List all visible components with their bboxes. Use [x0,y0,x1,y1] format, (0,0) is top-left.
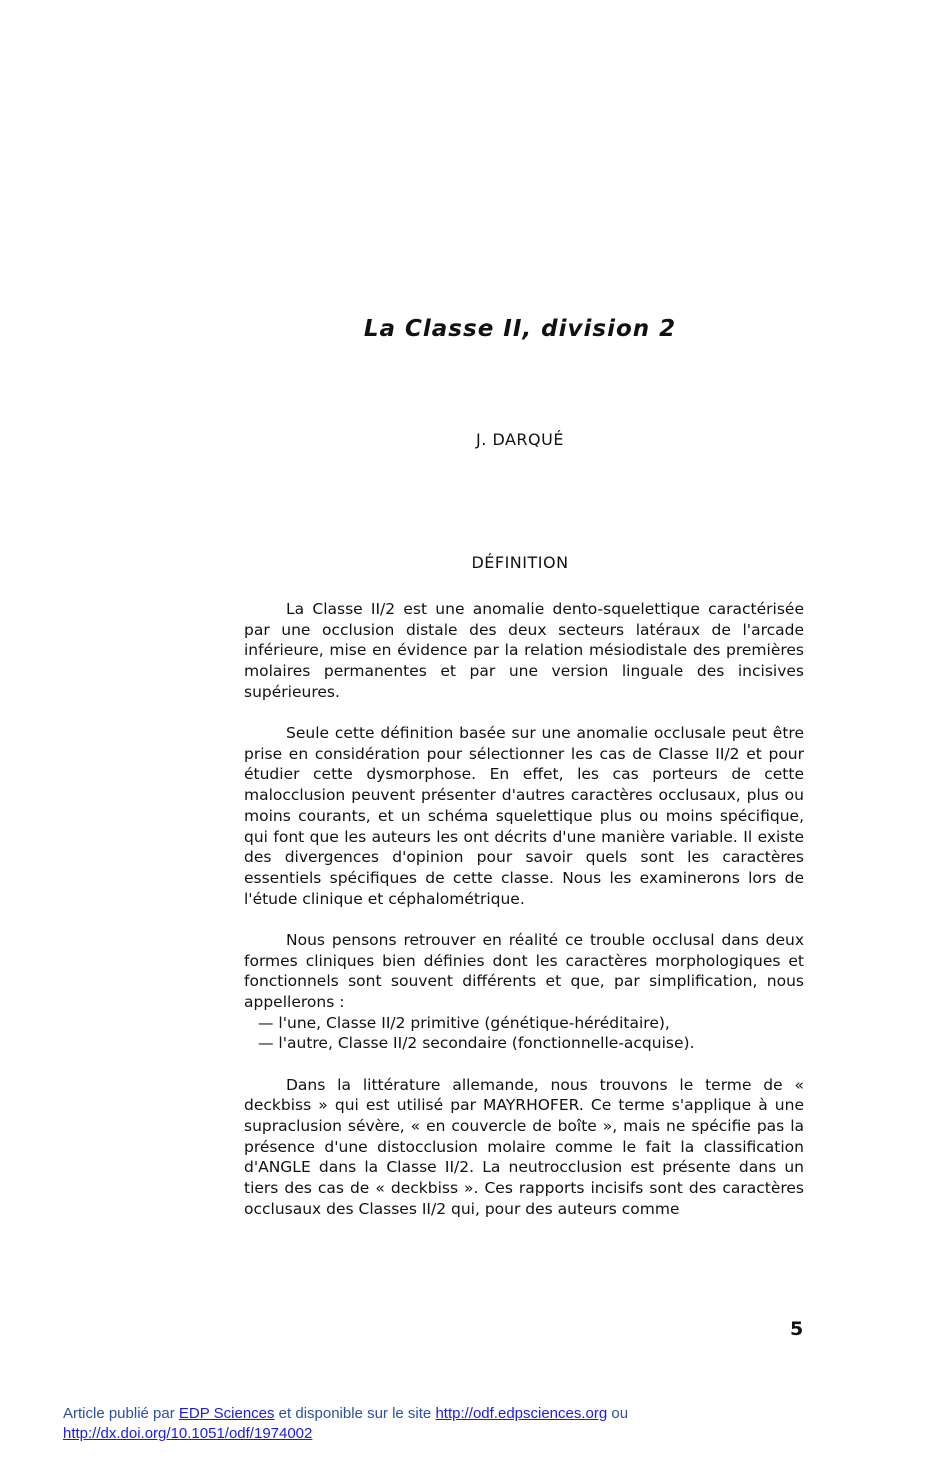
footer-text: et disponible sur le site [274,1405,436,1422]
publication-footer [63,1404,883,1444]
paragraph: Nous pensons retrouver en réalité ce trouble occlusal dans deux formes cliniques bien définies dont les caractères morphologiques et fonctionnels sont souvent différents et que, par simplification, nous appellerons : [244,930,804,1011]
journal-site-link[interactable]: http://odf.edpsciences.org [435,1405,608,1422]
section-heading: DÉFINITION [471,553,569,572]
author-name: J. DARQUÉ [476,430,564,449]
article-title: La Classe II, division 2 [363,316,677,342]
paragraph: Seule cette définition basée sur une anomalie occlusale peut être prise en considération pour sélectionner les cas de Classe II/2 et pour étudier cette dysmorphose. En effet, les cas porteurs de cette malocclusion peuvent présenter d'autres caractères occlusaux, plus ou moins courants, et un schéma squelettique plus ou moins spécifique, qui font que les auteurs les ont décrits d'une manière variable. Il existe des divergences d'opinion pour savoir quels sont les caractères essentiels spécifiques de cette classe. Nous les examinerons lors de l'étude clinique et céphalométrique. [244,724,804,908]
page-number: 5 [790,1318,804,1340]
list-item: — l'autre, Classe II/2 secondaire (fonctionnelle-acquise). [258,1034,695,1053]
list-item: — l'une, Classe II/2 primitive (génétique-héréditaire), [258,1013,670,1032]
article-body [244,599,804,1240]
paragraph: Dans la littérature allemande, nous trouvons le terme de « deckbiss » qui est utilisé par MAYRHOFER. Ce terme s'applique à une supraclusion sévère, « en couvercle de boîte », mais ne spécifie pas la présence d'une distocclusion molaire comme le fait la classification d'ANGLE dans la Classe II/2. La neutrocclusion est présente dans un tiers des cas de « deckbiss ». Ces rapports incisifs sont des caractères occlusaux des Classes II/2 qui, pour des auteurs comme [244,1075,804,1218]
edp-sciences-link[interactable]: EDP Sciences [178,1405,275,1422]
footer-text: Article publié par [63,1405,179,1422]
footer-text: ou [607,1405,629,1422]
paragraph: La Classe II/2 est une anomalie dento-squelettique caractérisée par une occlusion distale des deux secteurs latéraux de l'arcade inférieure, mise en évidence par la relation mésiodistale des premières molaires permanentes et par une version linguale des incisives supérieures. [244,600,804,701]
doi-link[interactable]: http://dx.doi.org/10.1051/odf/1974002 [63,1425,313,1442]
